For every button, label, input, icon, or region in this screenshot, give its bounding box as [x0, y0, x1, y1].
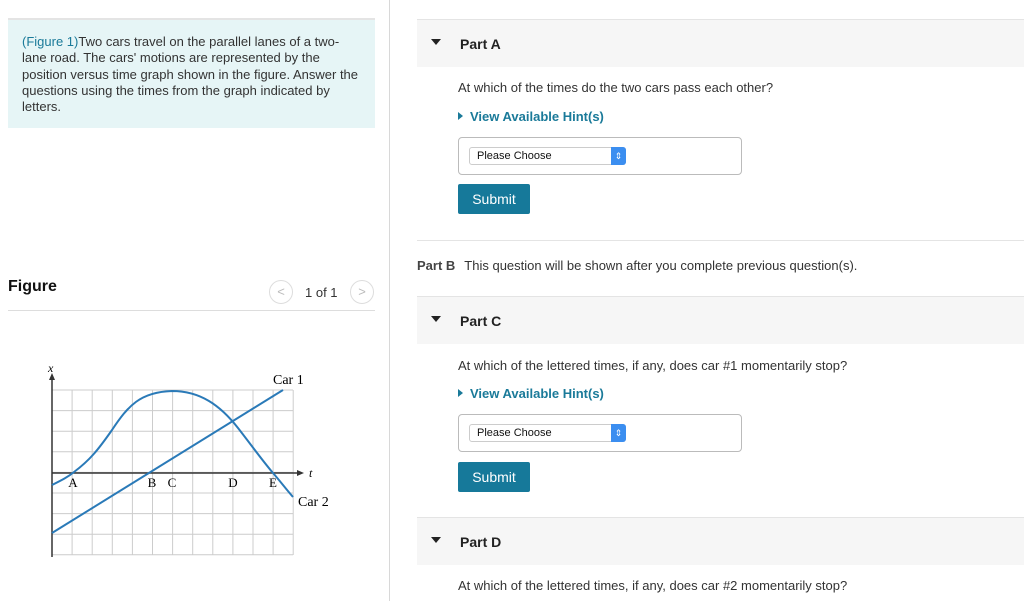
part-b [417, 240, 1024, 273]
part-c-question: At which of the lettered times, if any, does car #1 momentarily stop? [458, 358, 848, 373]
time-label-a: A [68, 475, 78, 490]
select-value: Please Choose [477, 427, 552, 439]
part-c-answer-box [458, 414, 742, 452]
t-axis-arrow [297, 470, 304, 476]
part-d-question: At which of the lettered times, if any, does car #2 momentarily stop? [458, 578, 848, 593]
part-b-text: This question will be shown after you complete previous question(s). [464, 258, 858, 273]
part-d-label: Part D [460, 534, 502, 550]
part-a-label: Part A [460, 36, 501, 52]
part-c-hint-link[interactable]: View Available Hint(s) [458, 386, 604, 401]
figure-divider [8, 310, 375, 311]
part-a-select[interactable] [469, 147, 626, 165]
problem-intro [8, 18, 375, 128]
collapse-icon [431, 537, 441, 543]
position-time-graph [0, 360, 380, 560]
part-a-submit-button[interactable]: Submit [458, 184, 530, 214]
part-a-hint-link[interactable]: View Available Hint(s) [458, 109, 604, 124]
figure-count: 1 of 1 [305, 285, 338, 300]
time-label-d: D [228, 475, 238, 490]
prev-figure-button[interactable]: < [269, 280, 293, 304]
select-arrows-icon: ⇕ [611, 424, 626, 442]
intro-text: Two cars travel on the parallel lanes of a two-lane road. The cars' motions are represented by the position versus time graph shown in the figure. Answer the questions using the times from the graph indicated by letters. [22, 34, 359, 115]
part-a-header[interactable] [417, 19, 1024, 67]
figure-link[interactable]: (Figure 1) [22, 34, 79, 49]
select-value: Please Choose [477, 150, 552, 162]
time-label-e: E [269, 475, 277, 490]
part-c-submit-button[interactable]: Submit [458, 462, 530, 492]
part-a-answer-box [458, 137, 742, 175]
x-axis-label: x [48, 361, 54, 375]
figure-title: Figure [8, 278, 57, 295]
part-c-select[interactable] [469, 424, 626, 442]
part-c-label: Part C [460, 313, 502, 329]
part-a-question: At which of the times do the two cars pass each other? [458, 80, 774, 95]
part-c-header[interactable] [417, 296, 1024, 344]
time-label-c: C [167, 475, 177, 490]
car-1-label: Car 1 [273, 373, 304, 388]
part-d-header[interactable] [417, 517, 1024, 565]
time-label-b: B [147, 475, 157, 490]
collapse-icon [431, 39, 441, 45]
next-figure-button[interactable]: > [350, 280, 374, 304]
part-b-label: Part B [417, 258, 456, 273]
panel-divider[interactable] [389, 0, 390, 601]
collapse-icon [431, 316, 441, 322]
car-2-label: Car 2 [298, 495, 329, 510]
t-axis-label: t [309, 466, 313, 480]
select-arrows-icon: ⇕ [611, 147, 626, 165]
